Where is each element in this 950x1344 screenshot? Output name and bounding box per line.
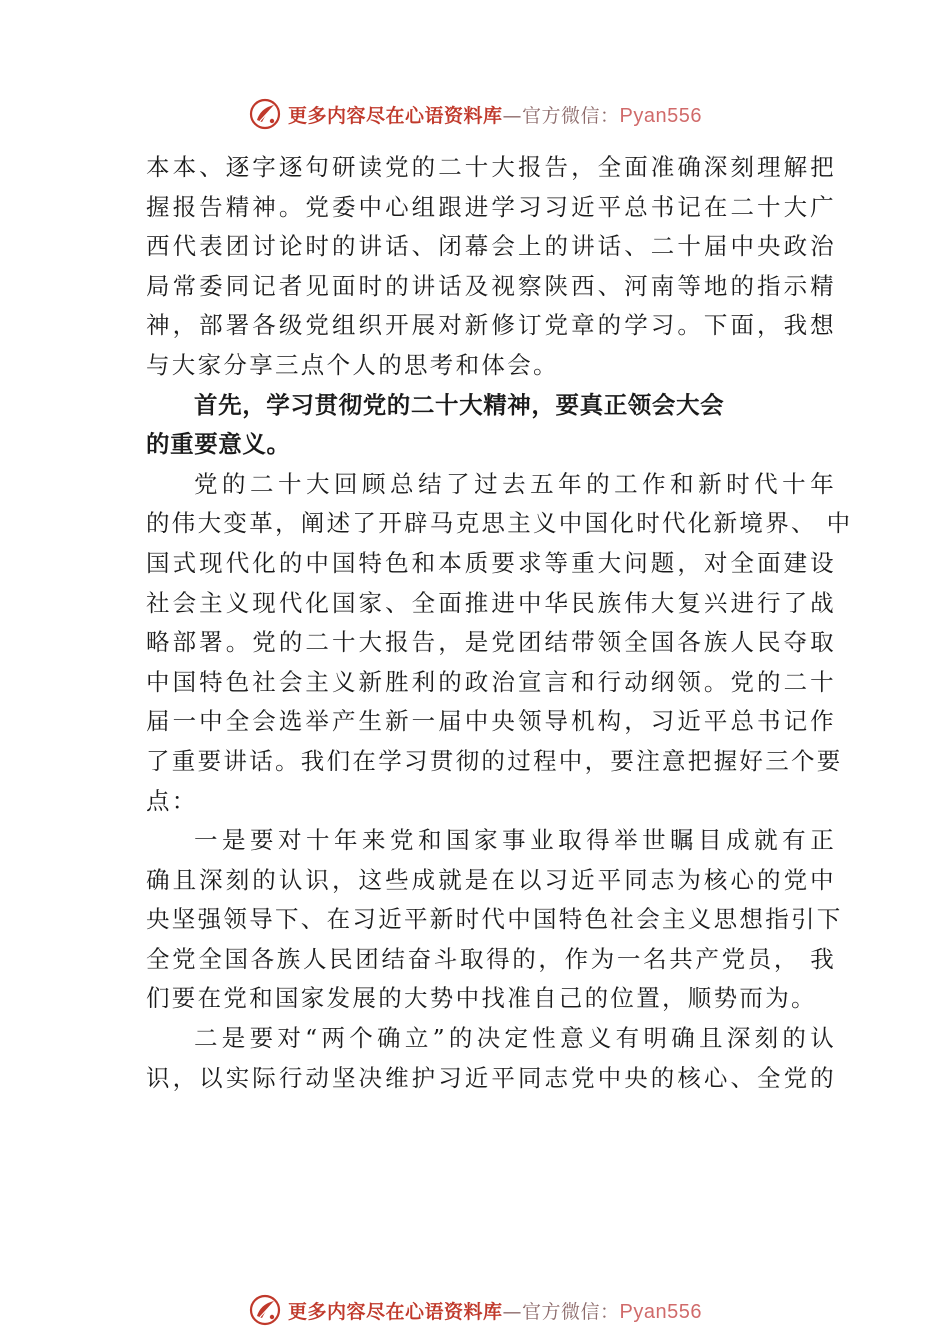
banner-official-label: 官方微信： [522, 104, 620, 127]
text-line: 握报告精神。党委中心组跟进学习习近平总书记在二十大广 [146, 192, 836, 221]
text-line: 们要在党和国家发展的大势中找准自己的位置，顺势而为。 [146, 984, 817, 1013]
text-line: 了重要讲话。我们在学习贯彻的过程中，要注意把握好三个要 [146, 746, 843, 775]
heading-line: 的重要意义。 [146, 430, 291, 459]
text-line: 中国特色社会主义新胜利的政治宣言和行动纲领。党的二十 [146, 667, 836, 696]
banner-wechat-id: Pyan556 [619, 1300, 702, 1323]
text-line: 识，以实际行动坚决维护习近平同志党中央的核心、全党的 [146, 1063, 836, 1092]
paragraph-point-two [146, 1019, 836, 1098]
header-banner-text [288, 101, 702, 128]
banner-separator: — [502, 104, 523, 127]
footer-watermark-banner [0, 1290, 950, 1330]
section-heading [146, 386, 836, 465]
header-watermark-banner [0, 94, 950, 134]
document-body [146, 148, 853, 1098]
brand-logo-icon [248, 1293, 282, 1327]
text-line: 党的二十大回顾总结了过去五年的工作和新时代十年 [194, 469, 836, 498]
text-line: 央坚强领导下、在习近平新时代中国特色社会主义思想指引下 [146, 905, 843, 934]
banner-brand: 更多内容尽在心语资料库 [288, 104, 503, 127]
banner-brand: 更多内容尽在心语资料库 [288, 1300, 503, 1323]
heading-line: 首先，学习贯彻党的二十大精神，要真正领会大会 [194, 390, 725, 419]
banner-separator: — [502, 1300, 523, 1323]
text-line: 神，部署各级党组织开展对新修订党章的学习。下面，我想 [146, 311, 836, 340]
banner-wechat-id: Pyan556 [619, 104, 702, 127]
text-line: 确且深刻的认识，这些成就是在以习近平同志为核心的党中 [146, 865, 836, 894]
text-line: 国式现代化的中国特色和本质要求等重大问题，对全面建设 [146, 548, 836, 577]
text-line: 西代表团讨论时的讲话、闭幕会上的讲话、二十届中央政治 [146, 232, 836, 261]
text-line: 届一中全会选举产生新一届中央领导机构，习近平总书记作 [146, 707, 836, 736]
footer-banner-text [288, 1297, 702, 1324]
text-line: 与大家分享三点个人的思考和体会。 [146, 350, 559, 379]
text-line: 本本、逐字逐句研读党的二十大报告，全面准确深刻理解把 [146, 153, 836, 181]
text-line: 点： [146, 786, 198, 815]
paragraph-significance [146, 465, 853, 821]
text-line: 略部署。党的二十大报告，是党团结带领全国各族人民夺取 [146, 628, 836, 657]
text-line: 社会主义现代化国家、全面推进中华民族伟大复兴进行了战 [146, 588, 836, 617]
text-line: 全党全国各族人民团结奋斗取得的，作为一名共产党员， 我 [146, 944, 836, 973]
paragraph-point-one [146, 821, 843, 1019]
brand-logo-icon [248, 97, 282, 131]
text-line: 一是要对十年来党和国家事业取得举世瞩目成就有正 [194, 826, 836, 855]
text-line: 二是要对“两个确立”的决定性意义有明确且深刻的认 [194, 1024, 836, 1053]
text-line: 局常委同记者见面时的讲话及视察陕西、河南等地的指示精 [146, 271, 836, 300]
text-line: 的伟大变革，阐述了开辟马克思主义中国化时代化新境界、 中 [146, 509, 853, 538]
paragraph-intro [146, 148, 836, 386]
banner-official-label: 官方微信： [522, 1300, 620, 1323]
